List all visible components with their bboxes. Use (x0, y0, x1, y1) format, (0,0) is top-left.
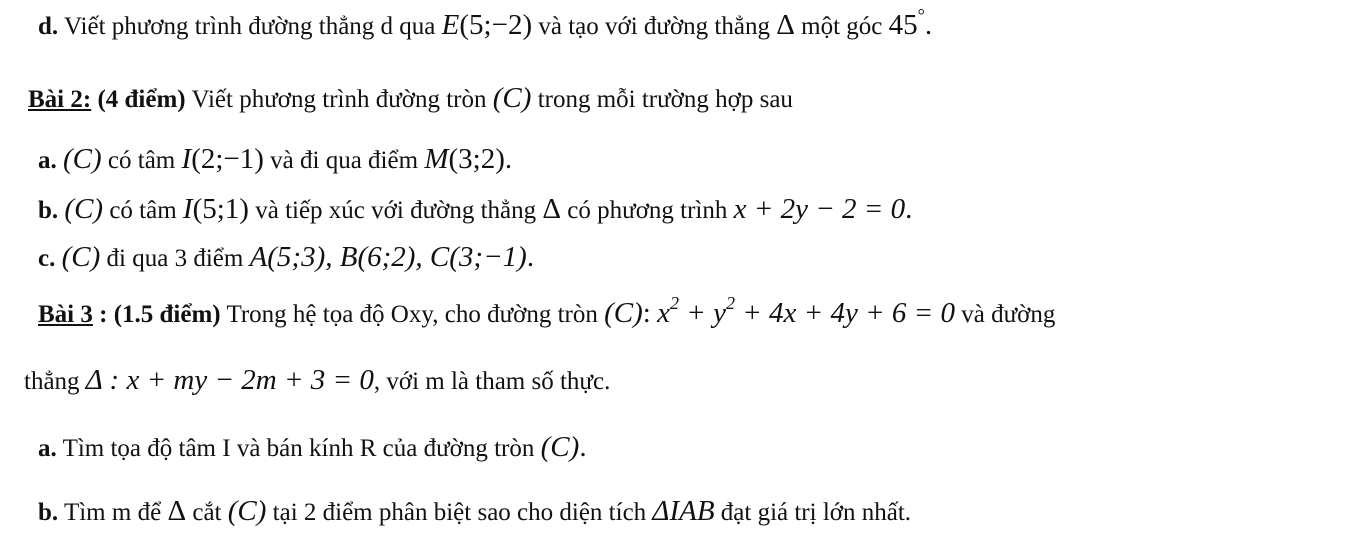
math-var: E (441, 9, 460, 41)
math-var: M (424, 143, 449, 175)
text: đi qua 3 điểm (106, 245, 244, 272)
exponent: 2 (669, 293, 679, 313)
bai2-part-c (38, 241, 534, 275)
angle-value (888, 5, 933, 41)
text: Viết phương trình đường thẳng d qua (63, 13, 436, 40)
circle-symbol: (C) (63, 143, 102, 175)
point-i (183, 193, 249, 225)
exercise-title: Bài 3 (38, 301, 93, 328)
item-label: b. (38, 197, 59, 224)
bai3-part-b (38, 495, 911, 529)
problem-d-line (38, 5, 933, 43)
math-coords: (5;1) (192, 193, 249, 225)
degree-symbol: ° (917, 5, 925, 25)
triangle-symbol: ΔIAB (652, 495, 715, 527)
item-label: c. (38, 245, 56, 272)
item-label: a. (38, 435, 57, 462)
delta-symbol: Δ (776, 9, 795, 41)
text: và tạo với đường thẳng (538, 13, 770, 40)
circle-symbol: (C) (492, 82, 532, 114)
plus-sign: + (686, 297, 706, 329)
bai3-line-equation (24, 364, 610, 398)
delta-symbol: Δ (542, 193, 562, 225)
bai2-heading (28, 82, 793, 116)
math-coords: (3;2) (448, 143, 505, 175)
circle-symbol: (C) (227, 495, 267, 527)
bai3-part-a (38, 431, 587, 465)
text: cắt (192, 499, 222, 526)
text: thẳng (24, 368, 80, 395)
period: . (504, 143, 513, 175)
points-list: A(5;3), B(6;2), C(3;−1) (249, 241, 527, 273)
math-var: I (182, 193, 193, 225)
bai3-heading (38, 293, 1056, 331)
math-coords: (5;−2) (459, 9, 533, 41)
period: . (579, 431, 587, 463)
text: tại 2 điểm phân biệt sao cho diện tích (272, 499, 647, 526)
circle-symbol: (C) (604, 297, 643, 329)
bai2-part-b (38, 193, 912, 227)
points-label: (1.5 điểm) (113, 301, 221, 328)
text: Tìm tọa độ tâm I và bán kính R của đường tròn (62, 435, 535, 462)
text: Trong hệ tọa độ Oxy, cho đường tròn (226, 301, 598, 328)
delta-equation: Δ : x + my − 2m + 3 = 0 (85, 364, 374, 396)
text: đạt giá trị lớn nhất. (720, 499, 912, 526)
bai2-part-a (38, 143, 512, 177)
math-var-y: y (713, 297, 726, 329)
text: Tìm m để (63, 499, 162, 526)
point-i (182, 143, 264, 175)
period: . (924, 9, 933, 41)
circle-symbol: (C) (64, 193, 104, 225)
equation-rest: + 4x + 4y + 6 = 0 (742, 297, 955, 329)
delta-symbol: Δ (167, 495, 187, 527)
exponent: 2 (725, 293, 735, 313)
points-label: (4 điểm) (97, 86, 186, 113)
period: . (526, 241, 535, 273)
circle-equation (657, 293, 955, 329)
circle-symbol: (C) (540, 431, 580, 463)
item-label: b. (38, 499, 59, 526)
item-label: a. (38, 147, 57, 174)
text: có tâm (107, 147, 176, 174)
math-var-x: x (657, 297, 670, 329)
text: và đi qua điểm (270, 147, 419, 174)
exercise-title: Bài 2: (28, 86, 92, 113)
text: , với m là tham số thực. (373, 368, 611, 395)
text: trong mỗi trường hợp sau (537, 86, 793, 113)
item-label: d. (38, 13, 59, 40)
point-e (442, 9, 532, 41)
line-equation: x + 2y − 2 = 0 (733, 193, 906, 225)
math-coords: (2;−1) (191, 143, 264, 175)
colon: : (99, 301, 108, 328)
angle-number: 45 (888, 9, 918, 41)
point-m (424, 143, 512, 175)
text: có tâm (109, 197, 177, 224)
period: . (905, 193, 913, 225)
math-var: I (181, 143, 192, 175)
colon: : (642, 297, 651, 329)
text: và đường (961, 301, 1056, 328)
text: một góc (801, 13, 883, 40)
text: và tiếp xúc với đường thẳng (255, 197, 537, 224)
text: có phương trình (567, 197, 728, 224)
circle-symbol: (C) (61, 241, 101, 273)
text: Viết phương trình đường tròn (191, 86, 487, 113)
